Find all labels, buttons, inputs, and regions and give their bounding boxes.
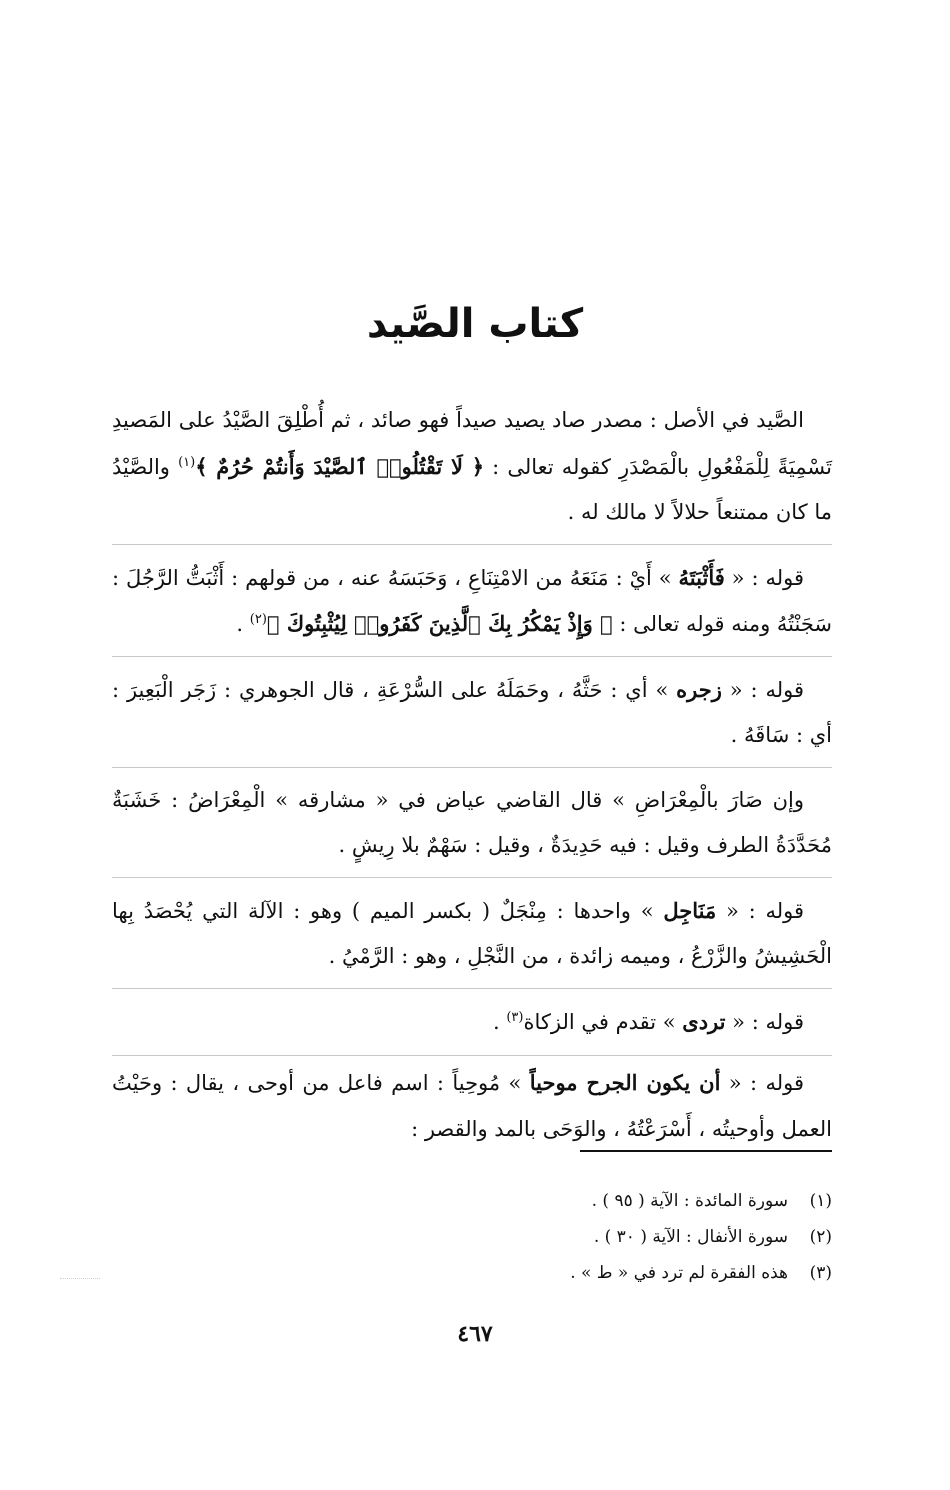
footnote-number: (١) xyxy=(809,1191,832,1211)
keyword: زجره xyxy=(676,676,722,702)
body-text xyxy=(112,398,832,1170)
footnote-item xyxy=(112,1183,832,1219)
quran-verse: ﴿ وَإِذْ يَمْكُرُ بِكَ ٱلَّذِينَ كَفَرُوا۟ لِيُثْبِتُوكَ ﴾ xyxy=(266,611,613,636)
paragraph-text: » واحدها : مِنْجَلٌ ( بكسر الميم ) وهو : الآلة التي يُحْصَدُ بِها الْحَشِيشُ والزَّرْعُ ، وميمه زائدة ، من النَّجْلِ ، وهو : الرَّمْيُ . xyxy=(112,898,832,968)
paragraph-text: . xyxy=(236,612,250,636)
footnotes xyxy=(112,1183,832,1291)
keyword: تردى xyxy=(682,1008,726,1034)
paragraph-text: والصَّيْدُ ما كان ممتنعاً حلالاً لا مالك له . xyxy=(112,454,832,524)
footnote-item xyxy=(112,1219,832,1255)
paragraph-zajarahu xyxy=(112,667,832,768)
paragraph-text: قوله : « xyxy=(725,1009,804,1034)
paragraph-text: قوله : « xyxy=(724,565,804,590)
paragraph-text: » مُوحِياً : اسم فاعل من أوحى ، يقال : وحَيْتُ العمل وأوحيتُه ، أَسْرَعْتُهُ ، والوَحَى بالمد والقصر : xyxy=(112,1071,832,1141)
keyword: أن يكون الجرح موحياً xyxy=(529,1070,721,1095)
paragraph-text: قوله : « xyxy=(716,898,804,923)
paragraph-taradda xyxy=(112,999,832,1046)
footnote-item xyxy=(112,1255,832,1291)
paragraph-text: » أي : حَثَّهُ ، وحَمَلَهُ على السُّرْعَةِ ، قال الجوهري : زَجَر الْبَعِيرَ : أي : سَاقَهُ . xyxy=(112,677,832,747)
footnote-text: سورة المائدة : الآية ( ٩٥ ) . xyxy=(591,1191,788,1211)
paragraph-miraad xyxy=(112,778,832,878)
footnote-number: (٣) xyxy=(809,1263,832,1283)
quran-verse: ﴿ لَا تَقْتُلُوا۟ ٱلصَّيْدَ وَأَنتُمْ حُرُمٌ ﴾ xyxy=(195,453,485,479)
paragraph-muhiyan xyxy=(112,1055,832,1160)
paragraph-manajil xyxy=(112,888,832,989)
footnote-text: هذه الفقرة لم ترد في « ط » . xyxy=(570,1263,788,1283)
paragraph-text: » أَيْ : مَنَعَهُ من الامْتِنَاعِ ، وَحَبَسَهُ عنه ، من قولهم : أَثْبَتُّ الرَّجُلَ : سَجَنْتُهُ ومنه قوله تعالى : xyxy=(112,565,832,636)
paragraph-text: وإن صَارَ بالْمِعْرَاضِ » قال القاضي عياض في « مشارقه » الْمِعْرَاضُ : خَشَبَةٌ مُحَدَّدَةُ الطرف وقيل : فيه حَدِيدَةٌ ، وقيل : سَهْمٌ بلا رِيشٍ . xyxy=(112,787,832,857)
footnote-ref: (١) xyxy=(178,454,196,470)
footnote-ref: (٣) xyxy=(506,1009,524,1025)
paragraph-definition xyxy=(112,398,832,545)
keyword: مَنَاجِل xyxy=(663,897,717,923)
page-number: ٤٦٧ xyxy=(457,1321,493,1347)
keyword: فَأَثْبَتَهُ xyxy=(678,564,725,590)
paragraph-text: قوله : « xyxy=(720,1071,804,1095)
footnote-number: (٢) xyxy=(809,1227,832,1247)
scan-edge-mark xyxy=(60,1278,100,1279)
footnote-divider xyxy=(580,1150,832,1152)
paragraph-athbatahu xyxy=(112,555,832,657)
paragraph-text: الصَّيد في الأصل : مصدر صاد يصيد صيداً فهو صائد ، ثم أُطْلِقَ الصَّيْدُ على المَصيدِ تَسْمِيَةً لِلْمَفْعُولِ بالْمَصْدَرِ كقوله تعالى : xyxy=(112,408,832,479)
paragraph-text: قوله : « xyxy=(721,677,804,702)
footnote-text: سورة الأنفال : الآية ( ٣٠ ) . xyxy=(593,1227,788,1247)
paragraph-text: » تقدم في الزكاة xyxy=(523,1009,683,1034)
paragraph-text: . xyxy=(492,1009,507,1034)
footnote-ref: (٢) xyxy=(249,612,267,627)
chapter-title: كتاب الصَّيد xyxy=(366,301,584,347)
